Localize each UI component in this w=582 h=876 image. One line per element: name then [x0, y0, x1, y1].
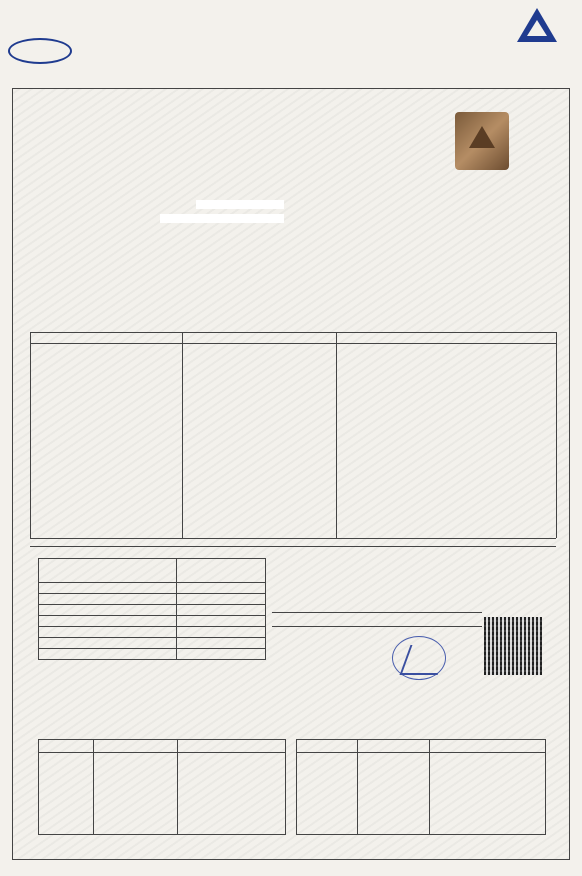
- test-col-art: [39, 559, 177, 583]
- ceoc-logo: [8, 38, 72, 64]
- redacted-field: [196, 200, 284, 209]
- table-border: [182, 332, 183, 538]
- col-datum: [297, 740, 358, 753]
- table-border: [30, 332, 556, 333]
- test-label: [39, 583, 177, 594]
- tuv-logo: [502, 8, 572, 44]
- table-border: [93, 752, 94, 834]
- col-unterschrift: [357, 740, 430, 753]
- test-table: [38, 558, 266, 660]
- table-border: [357, 752, 358, 834]
- col-datum: [39, 740, 94, 753]
- table-border: [30, 538, 556, 539]
- col-dienststellung: [177, 740, 285, 753]
- extension-table: [38, 739, 286, 835]
- table-border: [429, 752, 430, 834]
- tuv-hologram-seal: [455, 112, 509, 170]
- seal-triangle-icon: [469, 126, 495, 148]
- qr-code-pattern: [484, 617, 542, 675]
- table-border: [30, 343, 556, 344]
- tuv-triangle-icon: [517, 8, 557, 42]
- divider: [272, 626, 482, 627]
- col-dienststellung: [429, 740, 545, 753]
- qr-code: [484, 617, 542, 675]
- redacted-field: [160, 214, 284, 223]
- table-border: [30, 332, 31, 538]
- divider: [272, 612, 482, 613]
- col-unterschrift: [93, 740, 178, 753]
- table-border: [556, 332, 557, 538]
- test-col-bestanden: [177, 559, 266, 583]
- section-border: [30, 546, 556, 547]
- test-value: [177, 594, 266, 605]
- test-value: [177, 583, 266, 594]
- test-label: [39, 594, 177, 605]
- table-border: [177, 752, 178, 834]
- confirmation-table: [296, 739, 546, 835]
- table-border: [336, 332, 337, 538]
